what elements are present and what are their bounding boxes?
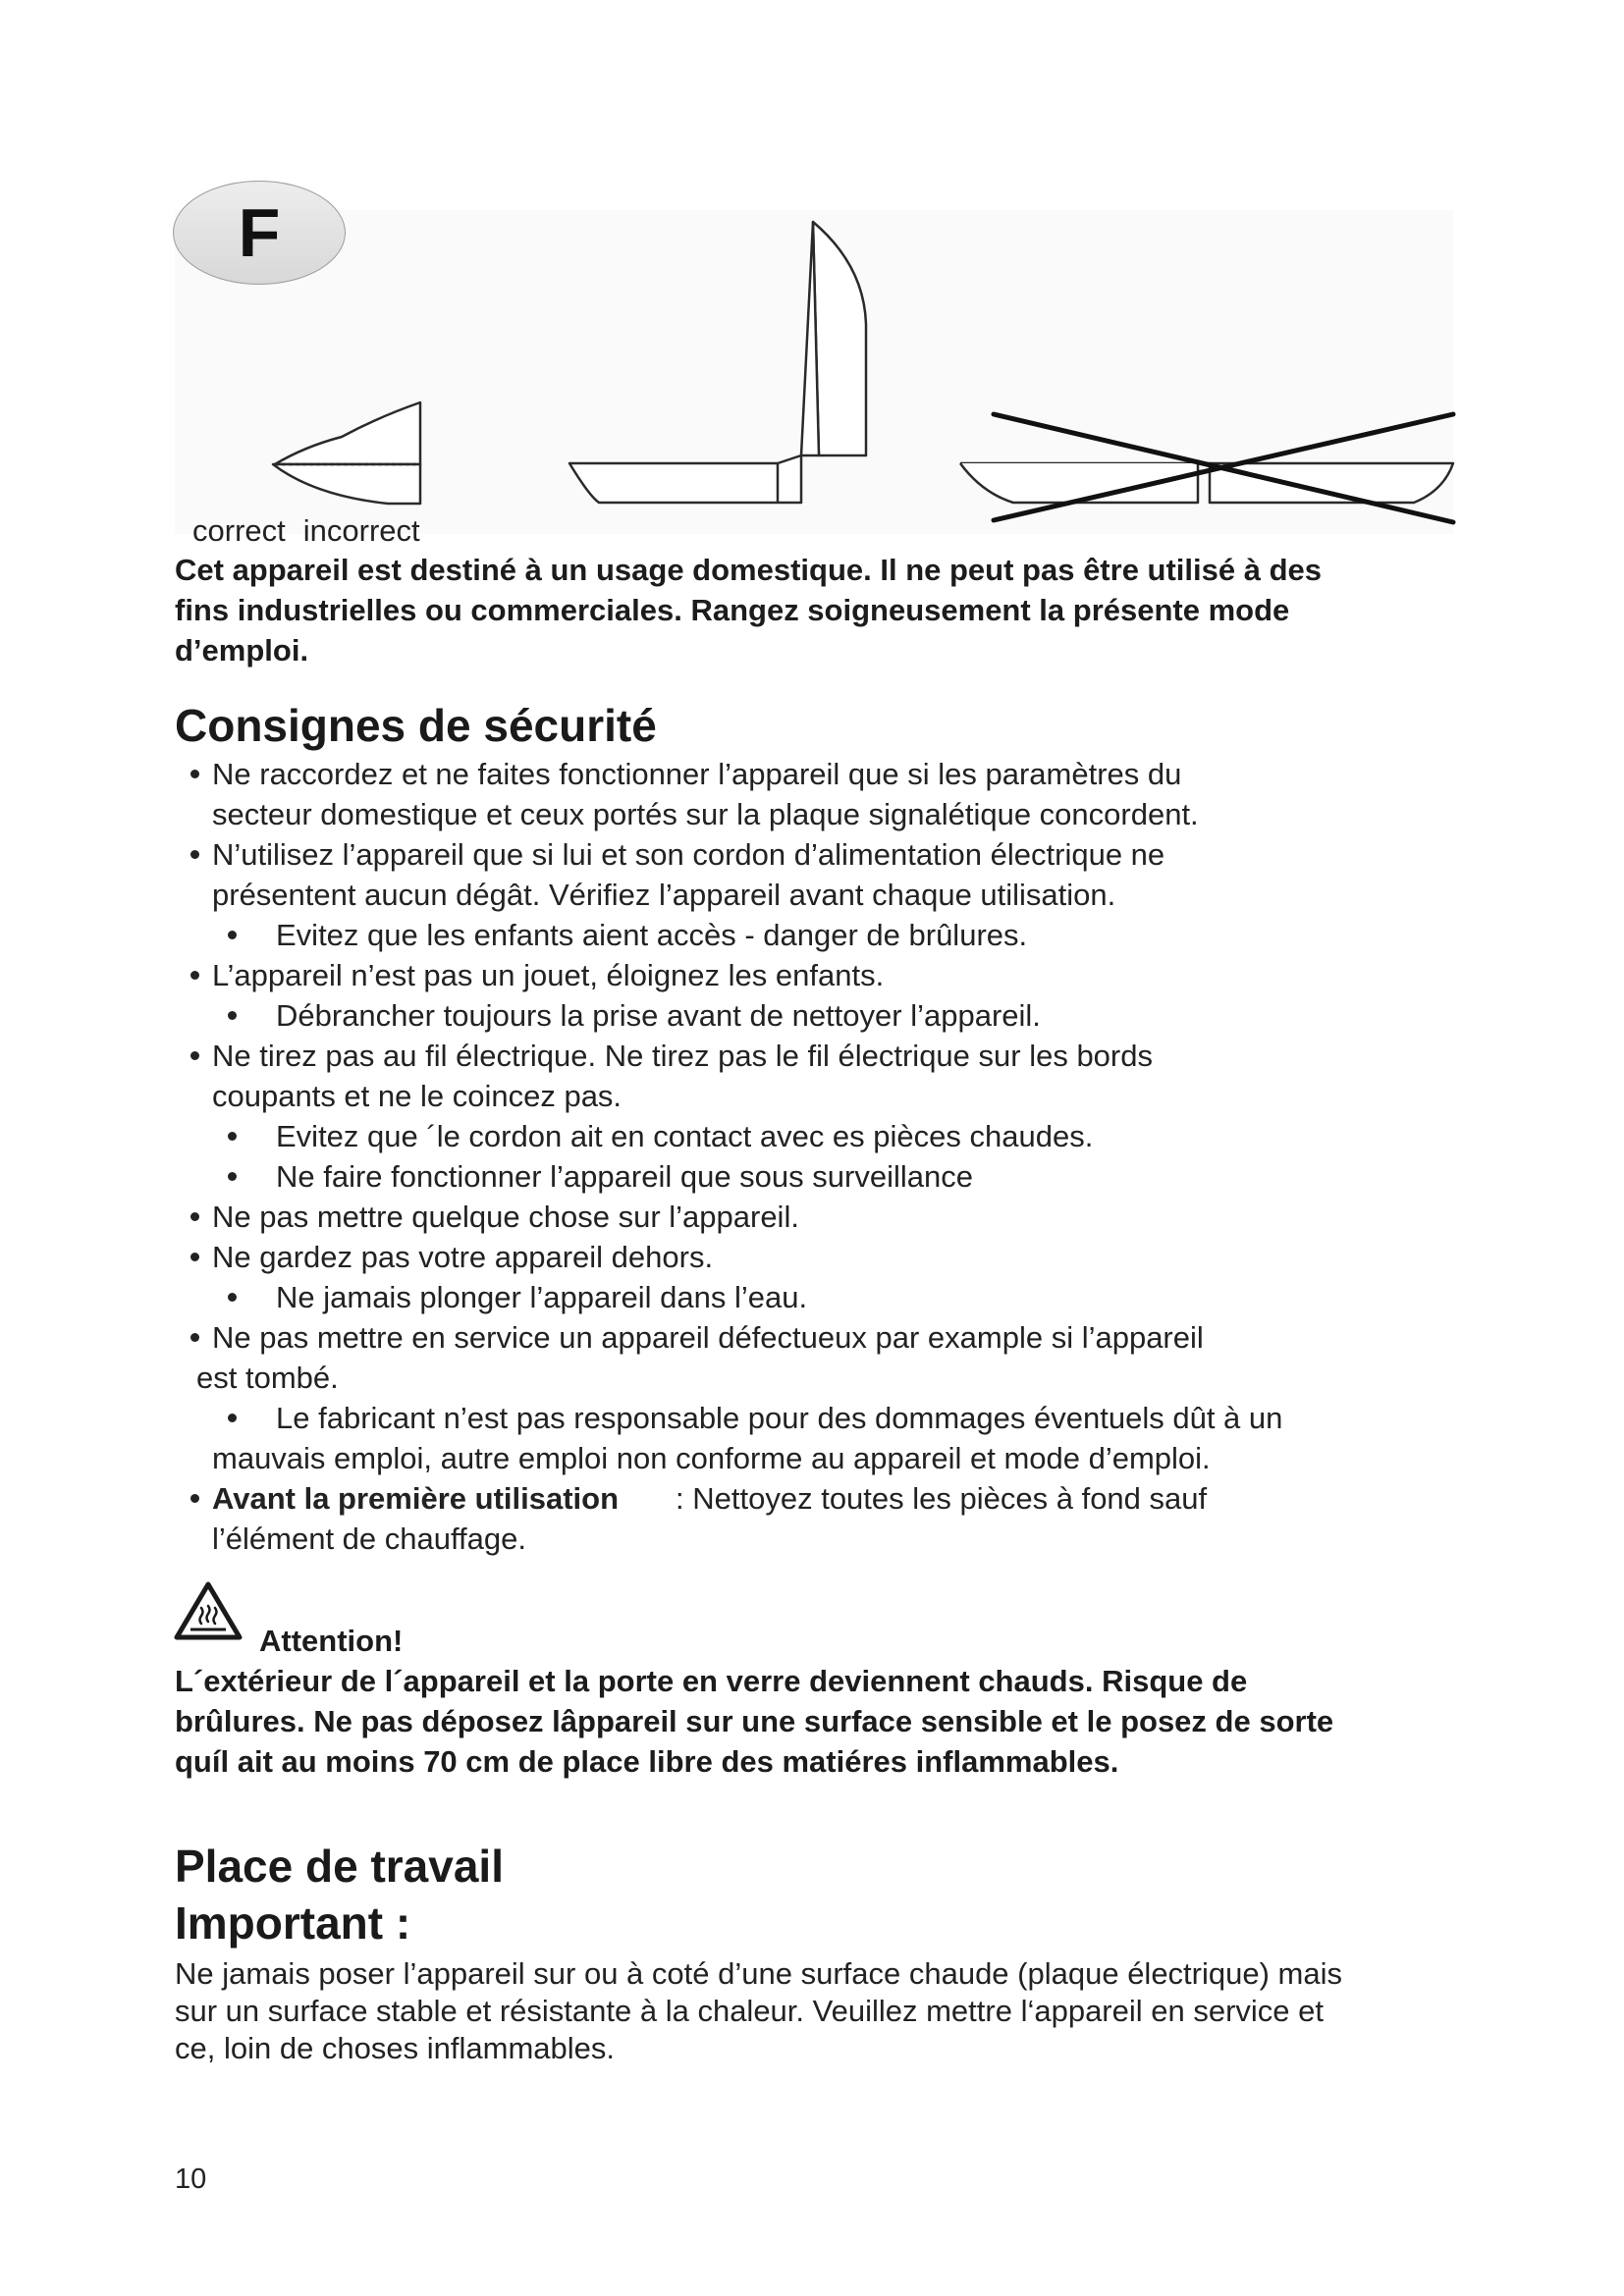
bullet-dot: [190, 1494, 199, 1503]
appliance-closed-drawing: [273, 402, 420, 504]
safety-item-line: mauvais emploi, autre emploi non conforme au appareil et mode d’emploi.: [212, 1441, 1211, 1475]
safety-list: [177, 754, 1453, 1559]
bullet-dot: [190, 971, 199, 980]
safety-item-line: Débrancher toujours la prise avant de nettoyer l’appareil.: [276, 998, 1041, 1033]
safety-item: [177, 1478, 1453, 1559]
first-use-label: Avant la première utilisation: [212, 1481, 620, 1516]
safety-item-line: Evitez que ´le cordon ait en contact avec es pièces chaudes.: [276, 1119, 1094, 1153]
safety-item-line: l’élément de chauffage.: [212, 1522, 526, 1556]
appliance-open-upright-drawing: [569, 222, 866, 503]
intro-line: Cet appareil est destiné à un usage domestique. Il ne peut pas être utilisé à des: [175, 553, 1323, 587]
page-number: 10: [175, 2163, 207, 2195]
safety-item-line: Ne gardez pas votre appareil dehors.: [212, 1240, 714, 1274]
safety-item: [177, 1237, 1453, 1277]
safety-item-line: Ne faire fonctionner l’appareil que sous surveillance: [276, 1159, 973, 1194]
safety-item-line: secteur domestique et ceux portés sur la plaque signalétique concordent.: [212, 797, 1199, 831]
workplace-line: sur un surface stable et résistante à la chaleur. Veuillez mettre l‘appareil en service et: [175, 1994, 1325, 2028]
safety-item: [177, 1156, 1453, 1197]
bullet-dot: [228, 1172, 237, 1181]
figure-caption: [192, 513, 438, 549]
attention-line: quíl ait au moins 70 cm de place libre des matiéres inflammables.: [175, 1744, 1119, 1779]
safety-item: [177, 1277, 1453, 1317]
safety-item-line: L’appareil n’est pas un jouet, éloignez les enfants.: [212, 958, 885, 992]
intro-line: fins industrielles ou commerciales. Rangez soigneusement la présente mode: [175, 593, 1290, 627]
workplace-paragraph: [175, 1955, 1451, 2067]
bullet-dot: [190, 1253, 199, 1261]
intro-paragraph: [175, 550, 1451, 670]
safety-item-line: Evitez que les enfants aient accès - danger de brûlures.: [276, 918, 1028, 952]
safety-item-line: Ne pas mettre quelque chose sur l’appareil.: [212, 1200, 799, 1234]
attention-line: L´extérieur de l´appareil et la porte en verre deviennent chauds. Risque de: [175, 1664, 1248, 1698]
workplace-line: Ne jamais poser l’appareil sur ou à coté d’une surface chaude (plaque électrique) mais: [175, 1956, 1342, 1991]
safety-item: [177, 955, 1453, 995]
safety-heading: Consignes de sécurité: [175, 700, 657, 751]
attention-paragraph: [175, 1661, 1451, 1782]
safety-item: [177, 834, 1453, 915]
bullet-dot: [228, 1132, 237, 1141]
safety-item-line: Ne jamais plonger l’appareil dans l’eau.: [276, 1280, 808, 1314]
safety-item-line: N’utilisez l’appareil que si lui et son cordon d’alimentation électrique ne: [212, 837, 1165, 872]
safety-item-line: est tombé.: [196, 1361, 339, 1395]
bullet-dot: [190, 770, 199, 778]
language-badge-letter: F: [238, 194, 281, 271]
bullet-dot: [228, 1414, 237, 1422]
attention-title: Attention!: [259, 1624, 404, 1658]
safety-item-line: Ne tirez pas au fil électrique. Ne tirez pas le fil électrique sur les bords: [212, 1039, 1153, 1073]
bullet-dot: [190, 1212, 199, 1221]
hot-surface-warning-icon: [173, 1580, 244, 1641]
safety-item-line: : Nettoyez toutes les pièces à fond sauf: [676, 1481, 1208, 1516]
safety-item: [177, 1036, 1453, 1116]
intro-line: d’emploi.: [175, 633, 309, 667]
safety-item-line: coupants et ne le coincez pas.: [212, 1079, 623, 1113]
safety-item: [177, 1317, 1453, 1398]
workplace-heading: Place de travail: [175, 1841, 504, 1892]
bullet-dot: [190, 1051, 199, 1060]
safety-item-line: présentent aucun dégât. Vérifiez l’appareil avant chaque utilisation.: [212, 878, 1116, 912]
bullet-dot: [190, 850, 199, 859]
safety-item-line: Le fabricant n’est pas responsable pour des dommages éventuels dût à un: [276, 1401, 1283, 1435]
usage-position-illustration: [167, 206, 1463, 540]
safety-item: [177, 1197, 1453, 1237]
caption-correct: correct: [192, 513, 286, 548]
safety-item: [177, 1398, 1453, 1478]
safety-item-line: Ne raccordez et ne faites fonctionner l’appareil que si les paramètres du: [212, 757, 1182, 791]
safety-item: [177, 754, 1453, 834]
workplace-line: ce, loin de choses inflammables.: [175, 2031, 616, 2065]
bullet-dot: [228, 931, 237, 939]
safety-item-line: Ne pas mettre en service un appareil défectueux par example si l’appareil: [212, 1320, 1204, 1355]
safety-item: [177, 1116, 1453, 1156]
safety-item: [177, 915, 1453, 955]
bullet-dot: [228, 1011, 237, 1020]
bullet-dot: [228, 1293, 237, 1302]
important-heading: Important :: [175, 1897, 411, 1949]
safety-item: [177, 995, 1453, 1036]
attention-line: brûlures. Ne pas déposez lâppareil sur une surface sensible et le posez de sorte: [175, 1704, 1334, 1738]
caption-incorrect: incorrect: [302, 513, 420, 548]
bullet-dot: [190, 1333, 199, 1342]
